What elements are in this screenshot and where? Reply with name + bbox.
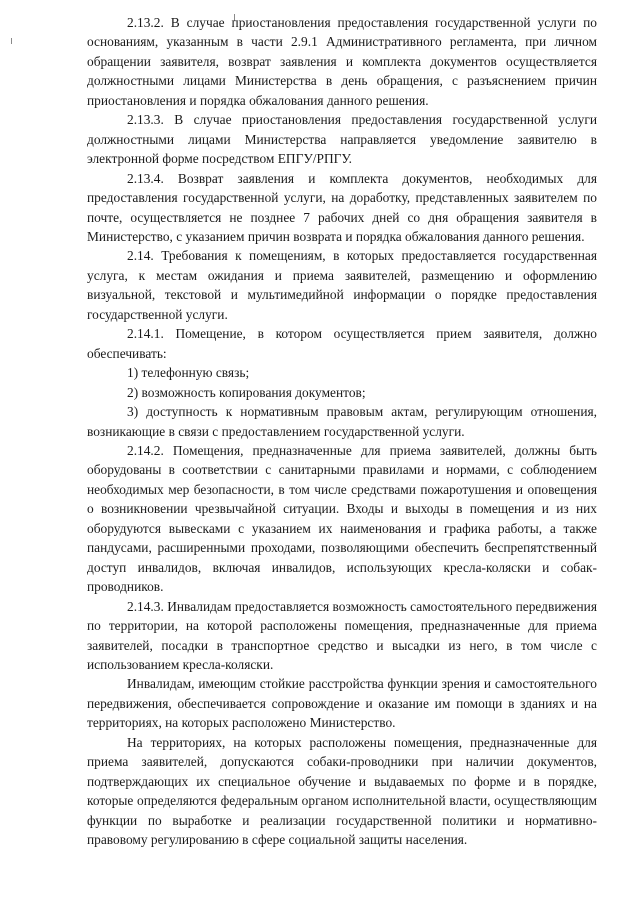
paragraph-2-14-3: 2.14.3. Инвалидам предоставляется возможность самостоятельного передвижения по территории, на которой расположены помещения, предназначенные для приема заявителей, посадки в транспортное средство и высадки из него, в том числе с использованием кресла-коляски. (87, 598, 597, 672)
scan-speck-left (11, 38, 12, 44)
list-item-1: 1) телефонную связь; (127, 365, 250, 381)
paragraph-2-14-2: 2.14.2. Помещения, предназначенные для приема заявителей, должны быть оборудованы в соответствии с санитарными правилами и нормами, с соблюдением необходимых мер безопасности, в том числе средствами пожаротушения и оповещения о возникновении чрезвычайной ситуации. Входы и выходы в помещения и из них оборудуются вывесками с указанием их наименования и графика работы, а также пандусами, расширенными проходами, позволяющими обеспечить беспрепятственный доступ инвалидов, включая инвалидов, использующих кресла-коляски и собак-проводников. (87, 442, 597, 595)
list-item-2: 2) возможность копирования документов; (127, 384, 366, 400)
paragraph-2-13-3: 2.13.3. В случае приостановления предоставления государственной услуги должностными лицами Министерства направляется уведомление заявителю в электронной форме посредством ЕПГУ/РПГУ. (87, 112, 597, 167)
paragraph-2-13-4: 2.13.4. Возврат заявления и комплекта документов, необходимых для предоставления государственной услуги, на доработку, представленных заявителем по почте, осуществляется не позднее 7 рабочих дней со дня обращения заявителя в Министерство, с указанием причин возврата и порядка обжалования данного решения. (87, 170, 597, 244)
paragraph-2-14-1: 2.14.1. Помещение, в котором осуществляется прием заявителя, должно обеспечивать: (87, 326, 597, 361)
paragraph-2-13-2: 2.13.2. В случае приостановления предоставления государственной услуги по основаниям, указанным в части 2.9.1 Административного регламента, при личном обращении заявителя, возврат заявления и комплекта документов осуществляется должностными лицами Министерства в день обращения, с разъяснением причин приостановления и порядка обжалования данного решения. (87, 15, 597, 108)
document-page (87, 13, 597, 849)
paragraph-guide-dogs: На территориях, на которых расположены помещения, предназначенные для приема заявителей, допускаются собаки-проводники при наличии документов, подтверждающих их специальное обучение и выдаваемых по форме и в порядке, которые определяются федеральным органом исполнительной власти, осуществляющим функции по выработке и реализации государственной политики и нормативно-правовому регулированию в сфере социальной защиты населения. (87, 734, 597, 848)
list-item-3: 3) доступность к нормативным правовым актам, регулирующим отношения, возникающие в связи с предоставлением государственной услуги. (87, 404, 597, 439)
paragraph-vision-impaired: Инвалидам, имеющим стойкие расстройства функции зрения и самостоятельного передвижения, обеспечивается сопровождение и оказание им помощи в зданиях и на территориях, на которых расположено Министерство. (87, 676, 597, 731)
paragraph-2-14: 2.14. Требования к помещениям, в которых предоставляется государственная услуга, к местам ожидания и приема заявителей, размещению и оформлению визуальной, текстовой и мультимедийной информации о порядке предоставления государственной услуги. (87, 248, 597, 322)
